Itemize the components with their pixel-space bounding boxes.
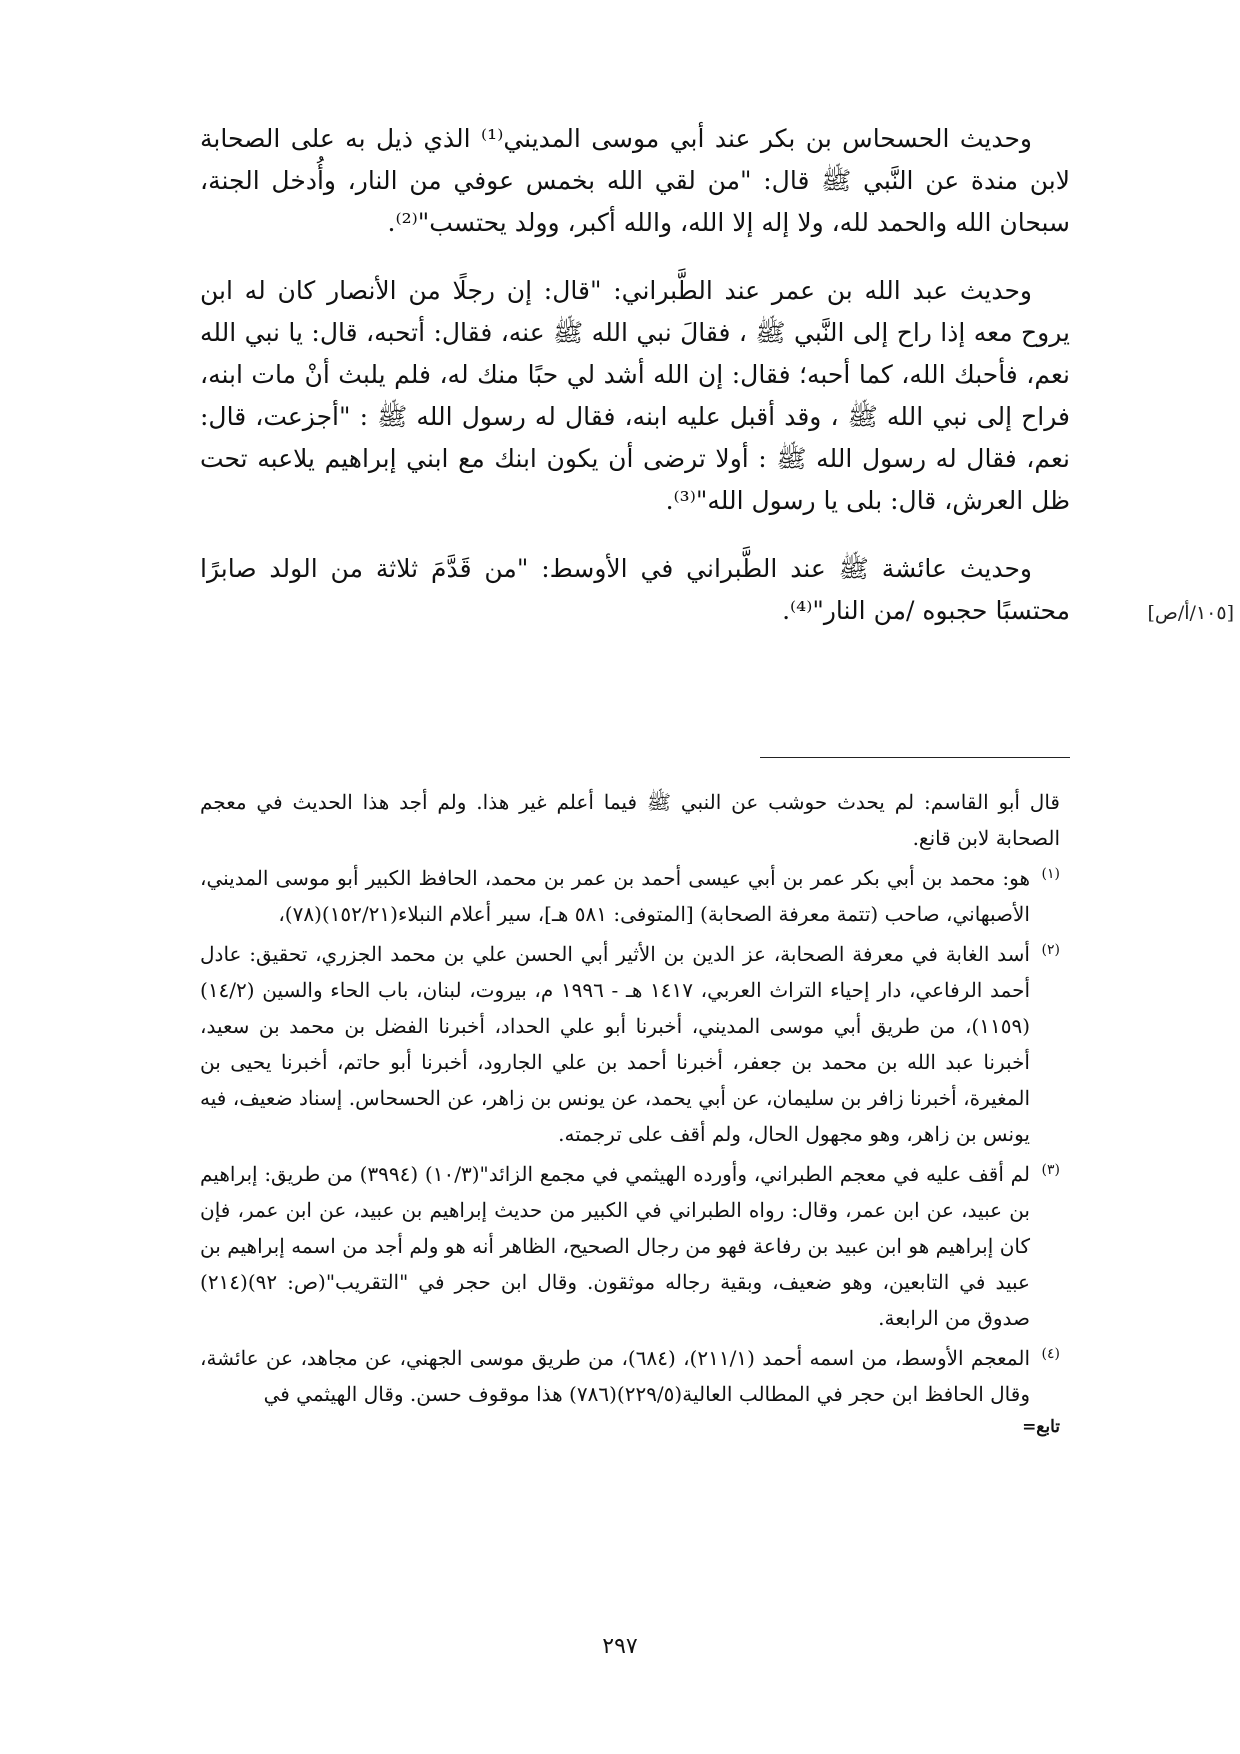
footnote-4: [200, 1340, 1060, 1412]
continued-label: تابع=: [1022, 1417, 1060, 1437]
footnote-1: [200, 860, 1060, 932]
footnote-3: [200, 1156, 1060, 1336]
footnote-number: (٣): [1041, 1162, 1060, 1178]
paragraph-ibn-umar-hadith: وحديث عبد الله بن عمر عند الطَّبراني: "قال: إن رجلًا من الأنصار كان له ابن يروح معه إذا راح إلى النَّبي ﷺ ، فقالَ نبي الله ﷺ عنه، فقال: أتحبه، قال: يا نبي الله نعم، فأحبك الله، كما أحبه؛ فقال: إن الله أشد لي حبًا منك له، فلم يلبث أنْ مات ابنه، فراح إلى نبي الله ﷺ ، وقد أقبل عليه ابنه، فقال له رسول الله ﷺ : "أجزعت، قال: نعم، فقال له رسول الله ﷺ : أولا ترضى أن يكون ابنك مع ابني إبراهيم يلاعبه تحت ظل العرش، قال: بلى يا رسول الله"⁽³⁾.: [200, 276, 1070, 515]
paragraph-aisha-hadith: وحديث عائشة ﷺ عند الطَّبراني في الأوسط: "من قَدَّمَ ثلاثة من الولد صابرًا محتسبًا حجبوه /من النار"⁽⁴⁾.: [200, 554, 1070, 625]
footnote-separator: [760, 757, 1070, 758]
paragraph-hashas-hadith: وحديث الحسحاس بن بكر عند أبي موسى المديني⁽¹⁾ الذي ذيل به على الصحابة لابن مندة عن النَّبي ﷺ قال: "من لقي الله بخمس عوفي من النار، وأُدخل الجنة، سبحان الله والحمد لله، ولا إله إلا الله، والله أكبر، وولد يحتسب"⁽²⁾.: [200, 124, 1070, 237]
footnote-continuation: قال أبو القاسم: لم يحدث حوشب عن النبي ﷺ فيما أعلم غير هذا. ولم أجد هذا الحديث في معجم الصحابة لابن قانع.: [200, 790, 1060, 850]
footnote-2: [200, 936, 1060, 1152]
footnote-text: لم أقف عليه في معجم الطبراني، وأورده الهيثمي في مجمع الزائد"(١٠/٣) (٣٩٩٤) من طريق: إبراهيم بن عبيد، عن ابن عمر، وقال: رواه الطبراني في الكبير من حديث إبراهيم بن عبيد، عن ابن عمر، فإن كان إبراهيم هو ابن عبيد بن رفاعة فهو من رجال الصحيح، الظاهر أنه هو ولم أجد من اسمه إبراهيم بن عبيد في التابعين، وهو ضعيف، وبقية رجاله موثقون. وقال ابن حجر في "التقريب"(ص: ٩٢)(٢١٤) صدوق من الرابعة.: [200, 1162, 1031, 1330]
footnote-number: (٢): [1041, 942, 1060, 958]
footnote-number: (١): [1041, 866, 1060, 882]
manuscript-folio-marker: [١٠٥/أ/ص]: [1147, 602, 1234, 624]
footnote-text: هو: محمد بن أبي بكر عمر بن أبي عيسى أحمد بن عمر بن محمد، الحافظ الكبير أبو موسى المديني، الأصبهاني، صاحب (تتمة معرفة الصحابة) [المتوفى: ٥٨١ هـ]، سير أعلام النبلاء(١٥٢/٢١)(٧٨)،: [200, 866, 1030, 926]
footnotes-section: [200, 784, 1060, 1438]
footnote-number: (٤): [1041, 1346, 1060, 1362]
page-number: ٢٩٧: [602, 1634, 638, 1659]
main-text-body: [200, 118, 1070, 658]
footnote-text: المعجم الأوسط، من اسمه أحمد (٢١١/١)، (٦٨٤)، من طريق موسى الجهني، عن مجاهد، عن عائشة، وقال الحافظ ابن حجر في المطالب العالية(٢٢٩/٥)(٧٨٦) هذا موقوف حسن. وقال الهيثمي في: [200, 1346, 1030, 1406]
footnote-text: أسد الغابة في معرفة الصحابة، عز الدين بن الأثير أبي الحسن علي بن محمد الجزري، تحقيق: عادل أحمد الرفاعي، دار إحياء التراث العربي، ١٤١٧ هـ - ١٩٩٦ م، بيروت، لبنان، باب الحاء والسين (١٤/٢)(١١٥٩)، من طريق أبي موسى المديني، أخبرنا أبو علي الحداد، أخبرنا الفضل بن محمد بن سعيد، أخبرنا عبد الله بن محمد بن جعفر، أخبرنا أحمد بن علي الجارود، أخبرنا أبو حاتم، أخبرنا يحيى بن المغيرة، أخبرنا زافر بن سليمان، عن أبي يحمد، عن يونس بن زاهر، عن الحسحاس. إسناد ضعيف، فيه يونس بن زاهر، وهو مجهول الحال، ولم أقف على ترجمته.: [200, 942, 1030, 1146]
